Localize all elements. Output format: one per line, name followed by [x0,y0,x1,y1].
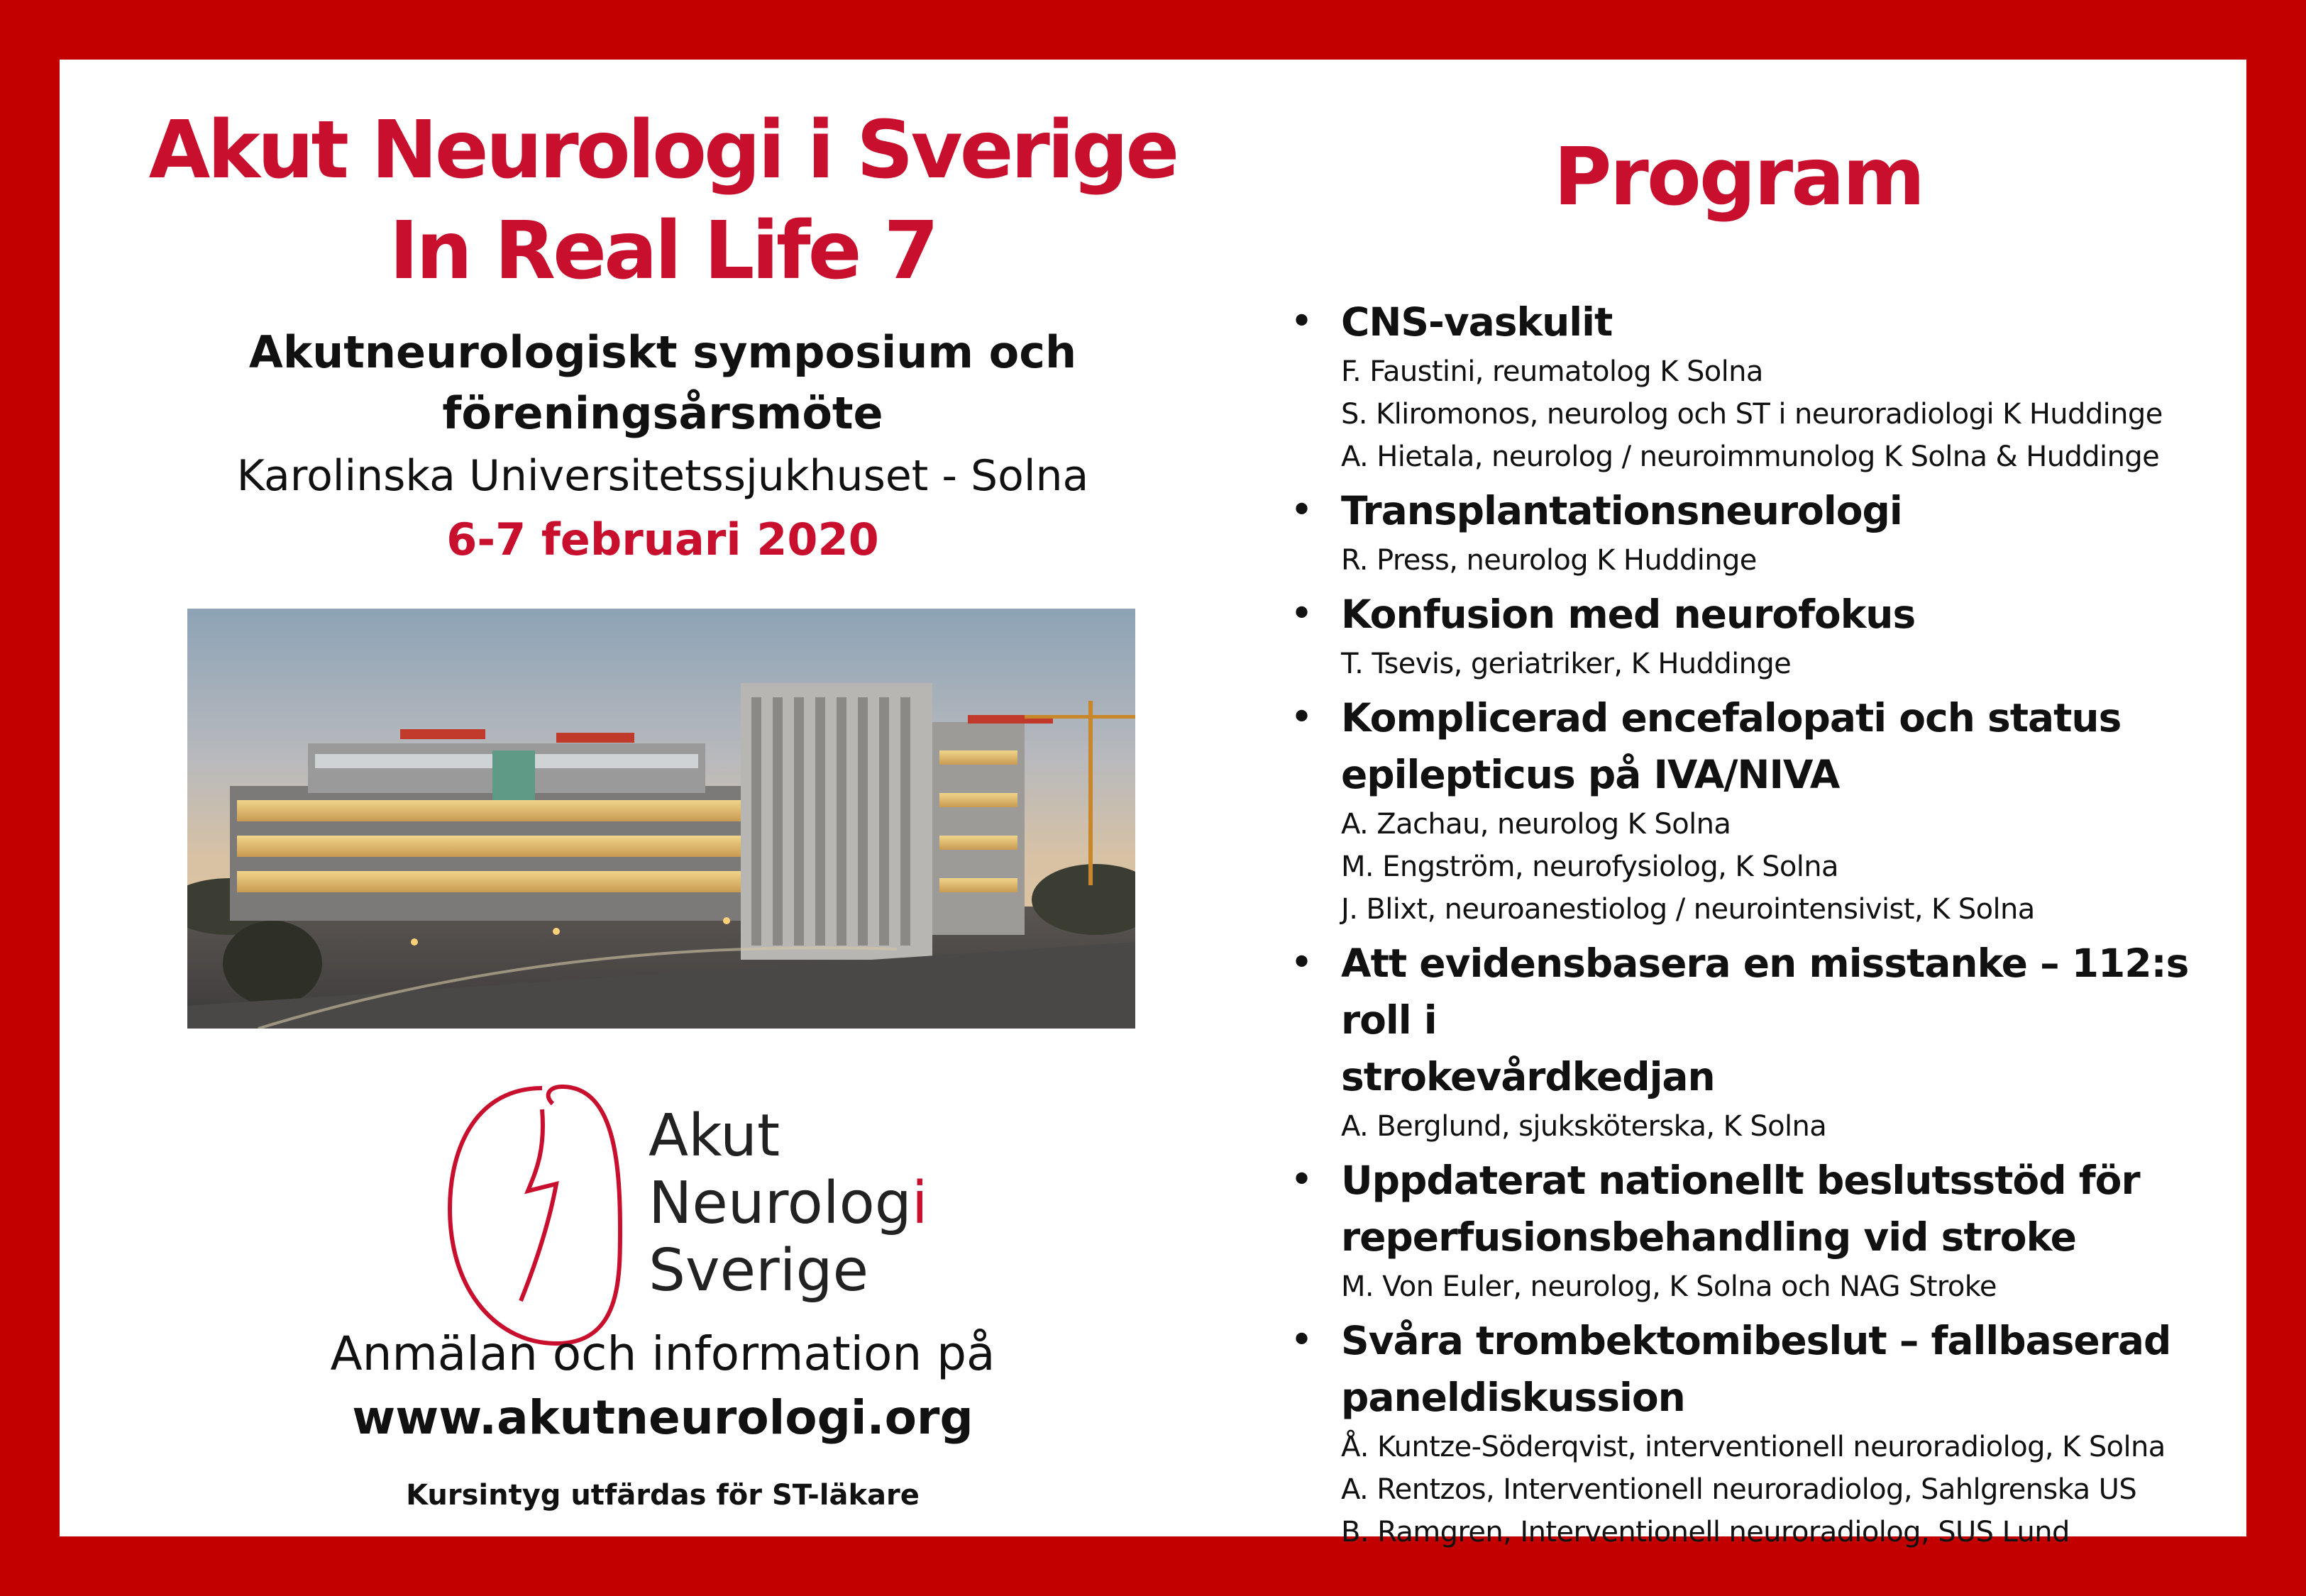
program-item-speaker: A. Zachau, neurolog K Solna [1341,808,1731,841]
program-item-speaker: T. Tsevis, geriatriker, K Huddinge [1341,648,1792,680]
event-title-line2: In Real Life 7 [389,205,937,297]
program-item-speaker: A. Rentzos, Interventionell neuroradiolog, Sahlgrenska US [1341,1473,2137,1506]
hospital-photo [187,609,1135,1029]
bullet-icon: • [1290,299,1314,345]
bullet-icon: • [1290,940,1314,986]
svg-text:Akut: Akut [649,1102,780,1170]
program-item-speaker: F. Faustini, reumatolog K Solna [1341,355,1763,388]
program-item-title: Svåra trombektomibeslut – fallbaserad [1341,1318,2171,1363]
program-title: Program [1553,131,1924,223]
akut-neurologi-logo [436,1067,1017,1365]
event-title-line1: Akut Neurologi i Sverige [148,104,1177,196]
program-item-title: CNS-vaskulit [1341,299,1613,345]
program-item-speaker: A. Hietala, neurolog / neuroimmunolog K Solna & Huddinge [1341,440,2160,473]
brain-outline-icon [450,1087,620,1343]
flyer-page [60,60,2246,1548]
program-item [1290,482,2245,582]
program-column [1230,60,2246,1548]
program-item-title: Att evidensbasera en misstanke – 112:s roll i [1341,941,2189,1043]
event-date: 6-7 februari 2020 [446,514,879,565]
program-item-title: reperfusionsbehandling vid stroke [1341,1214,2076,1260]
registration-text: Anmälan och information på [330,1326,995,1381]
program-item-speaker: J. Blixt, neuroanestiolog / neurointensivist, K Solna [1341,893,2035,926]
program-item-title: Transplantationsneurologi [1341,488,1902,533]
program-item-speaker: A. Berglund, sjuksköterska, K Solna [1341,1110,1827,1143]
bullet-icon: • [1290,591,1314,637]
program-item-speaker: B. Ramgren, Interventionell neuroradiolog, SUS Lund [1341,1516,2070,1548]
program-item-speaker: M. Engström, neurofysiolog, K Solna [1341,850,1838,883]
event-location: Karolinska Universitetssjukhuset - Solna [236,451,1089,501]
svg-text:Neurologi: Neurologi [649,1170,928,1237]
program-item [1290,689,2245,931]
program-item [1290,1312,2245,1553]
program-item [1290,294,2245,478]
bullet-icon: • [1290,694,1314,741]
program-item [1290,586,2245,685]
program-item-title: epilepticus på IVA/NIVA [1341,752,1840,797]
program-item-title: Konfusion med neurofokus [1341,592,1916,637]
left-column [60,60,1266,1536]
program-item-speaker: Å. Kuntze-Söderqvist, interventionell neuroradiolog, K Solna [1341,1431,2166,1463]
subtitle-line1: Akutneurologiskt symposium och [248,326,1077,378]
subtitle-line2: föreningsårsmöte [442,387,883,439]
program-list [1290,294,2245,1558]
program-item-speaker: S. Kliromonos, neurolog och ST i neuroradiologi K Huddinge [1341,398,2163,431]
certificate-note: Kursintyg utfärdas för ST-läkare [406,1479,920,1512]
program-item-title: Uppdaterat nationellt beslutsstöd för [1341,1158,2140,1203]
program-item-title: strokevårdkedjan [1341,1054,1715,1099]
program-item-title: paneldiskussion [1341,1375,1685,1420]
program-item [1290,1152,2245,1308]
program-item-speaker: M. Von Euler, neurolog, K Solna och NAG Stroke [1341,1270,1997,1303]
program-item-title: Komplicerad encefalopati och status [1341,695,2122,741]
bullet-icon: • [1290,1317,1314,1363]
bullet-icon: • [1290,1157,1314,1203]
program-item-speaker: R. Press, neurolog K Huddinge [1341,544,1757,577]
program-item [1290,935,2245,1148]
registration-url[interactable]: www.akutneurologi.org [352,1390,973,1445]
svg-text:Sverige: Sverige [649,1237,869,1304]
bullet-icon: • [1290,487,1314,533]
